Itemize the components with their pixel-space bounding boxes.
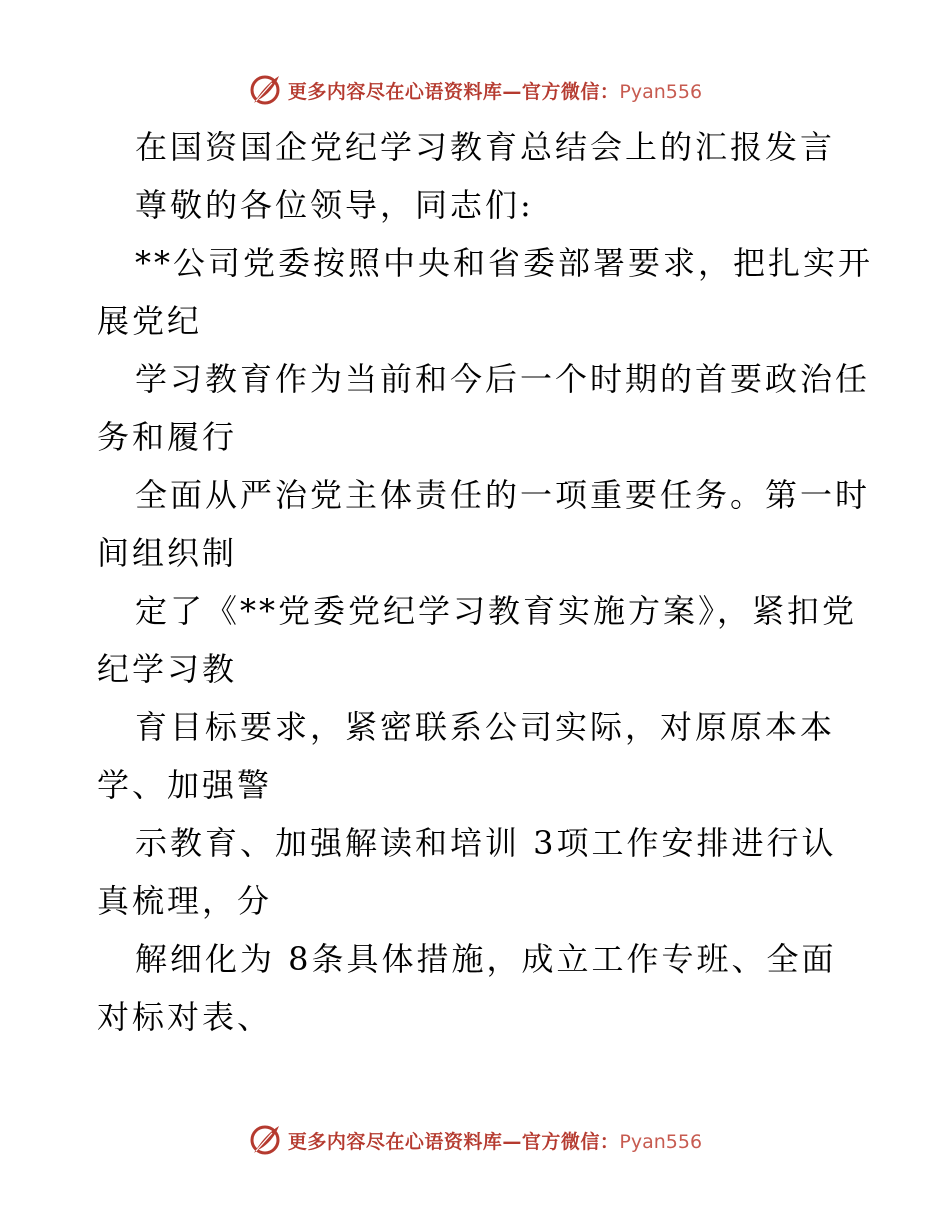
- feather-pen-logo-icon: [248, 73, 282, 107]
- footer-watermark: [0, 1118, 950, 1162]
- paragraph-line: 纪学习教: [97, 650, 238, 688]
- salutation: 尊敬的各位领导，同志们:: [135, 186, 534, 224]
- paragraph-line: 对标对表、: [97, 998, 273, 1036]
- paragraph-line: 间组织制: [97, 534, 238, 572]
- paragraph-line: 育目标要求，紧密联系公司实际，对原原本本: [135, 708, 836, 746]
- paragraph-line: 学习教育作为当前和今后一个时期的首要政治任: [135, 360, 871, 398]
- paragraph-line: 展党纪: [97, 302, 203, 340]
- paragraph-line: 真梳理，分: [97, 882, 273, 920]
- paragraph-line: 示教育、加强解读和培训 3项工作安排进行认: [135, 824, 837, 862]
- watermark-text: 更多内容尽在心语资料库—官方微信：Pyan556: [287, 1130, 703, 1153]
- paragraph-line: 定了《**党委党纪学习教育实施方案》，紧扣党: [135, 592, 858, 630]
- watermark-text: 更多内容尽在心语资料库—官方微信：Pyan556: [287, 80, 703, 103]
- watermark-handle: Pyan556: [619, 80, 703, 103]
- paragraph-line: 全面从严治党主体责任的一项重要任务。第一时: [135, 476, 871, 514]
- paragraph-line: 务和履行: [97, 418, 238, 456]
- header-watermark: [0, 68, 950, 112]
- document-title: 在国资国企党纪学习教育总结会上的汇报发言: [135, 128, 836, 166]
- paragraph-line: 学、加强警: [97, 766, 273, 804]
- paragraph-line: **公司党委按照中央和省委部署要求，把扎实开: [135, 244, 874, 282]
- watermark-handle: Pyan556: [619, 1130, 703, 1153]
- paragraph-line: 解细化为 8条具体措施，成立工作专班、全面: [135, 940, 837, 978]
- feather-pen-logo-icon: [248, 1123, 282, 1157]
- document-body: [97, 118, 874, 1046]
